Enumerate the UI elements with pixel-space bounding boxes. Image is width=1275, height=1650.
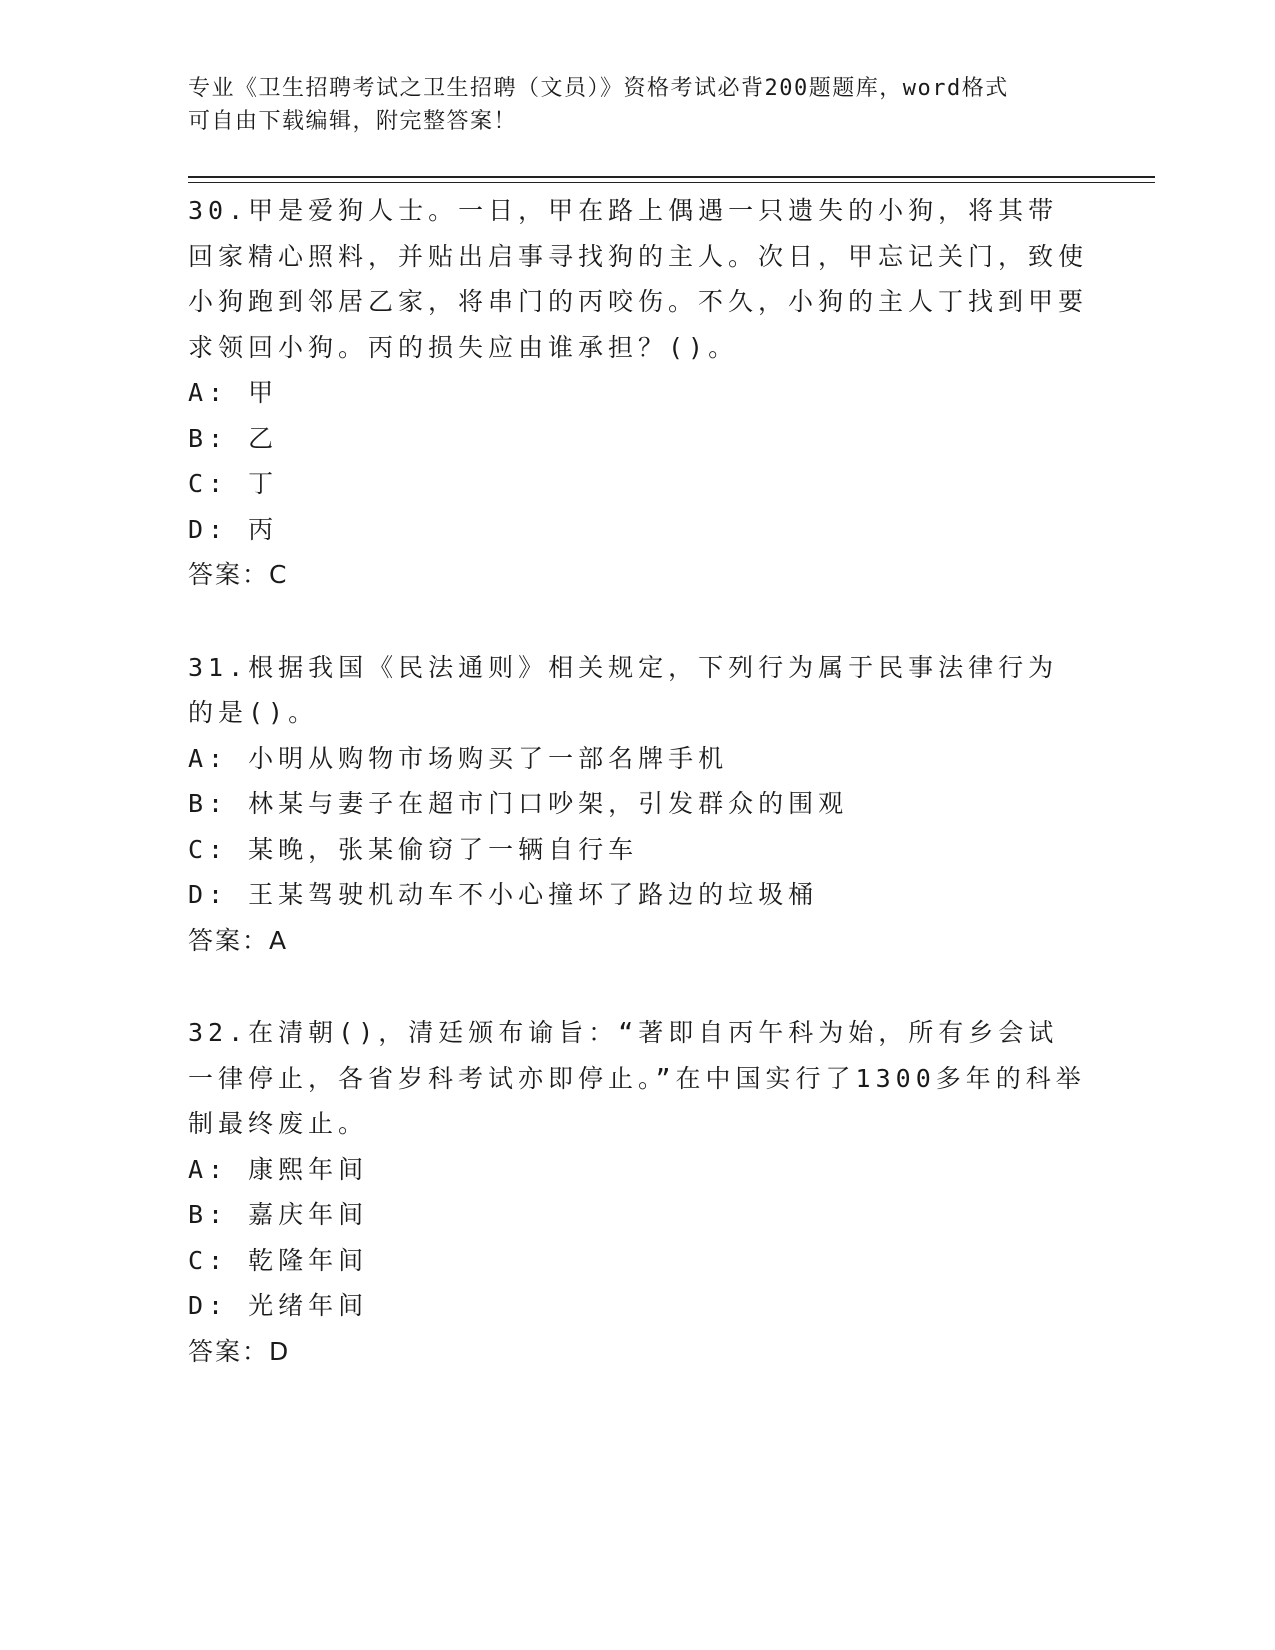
answer-label: 答案：C: [188, 560, 289, 589]
answer-label: 答案：A: [188, 925, 289, 955]
option-key: A:: [188, 1154, 229, 1184]
option-d: [188, 872, 1088, 918]
question-stem: 30.甲是爱狗人士。一日，甲在路上偶遇一只遗失的小狗，将其带回家精心照料，并贴出启事寻找狗的主人。次日，甲忘记关门，致使小狗跑到邻居乙家，将串门的丙咬伤。不久，小狗的主人丁找到甲要求领回小狗。丙的损失应由谁承担？()。: [188, 196, 1089, 362]
option-c: [188, 1238, 1088, 1284]
question-list: [188, 188, 1088, 1421]
option-key: B:: [188, 423, 229, 453]
header-divider-thin: [188, 182, 1155, 183]
option-c: [188, 827, 1088, 873]
option-d: [188, 1283, 1088, 1329]
question-stem: 32.在清朝()，清廷颁布谕旨：“著即自丙午科为始，所有乡会试一律停止，各省岁科考试亦即停止。”在中国实行了1300多年的科举制最终废止。: [188, 1018, 1086, 1138]
header-line-2: 可自由下载编辑，附完整答案！: [188, 109, 518, 134]
option-key: D:: [188, 1291, 229, 1320]
option-key: B:: [188, 789, 229, 818]
option-text: 乙: [248, 423, 279, 453]
option-text: 甲: [248, 378, 279, 407]
option-key: C:: [188, 469, 229, 498]
option-text: 康熙年间: [248, 1154, 369, 1184]
option-a: [188, 370, 1088, 416]
question-stem: 31.根据我国《民法通则》相关规定，下列行为属于民事法律行为的是()。: [188, 652, 1059, 727]
option-key: A:: [188, 743, 229, 773]
option-key: C:: [188, 1245, 229, 1275]
option-text: 王某驾驶机动车不小心撞坏了路边的垃圾桶: [248, 880, 819, 909]
option-b: [188, 781, 1088, 827]
option-text: 乾隆年间: [248, 1245, 369, 1275]
document-header: [188, 72, 1068, 138]
header-divider-thick: [188, 176, 1155, 178]
option-text: 光绪年间: [248, 1291, 369, 1320]
option-key: C:: [188, 834, 229, 864]
option-a: [188, 736, 1088, 782]
option-key: B:: [188, 1200, 229, 1229]
option-text: 嘉庆年间: [248, 1200, 369, 1229]
option-text: 丁: [248, 469, 279, 498]
question-32: [188, 1010, 1088, 1374]
option-text: 小明从购物市场购买了一部名牌手机: [248, 743, 729, 773]
option-b: [188, 1192, 1088, 1238]
option-text: 丙: [248, 514, 279, 544]
option-text: 某晚，张某偷窃了一辆自行车: [248, 834, 639, 864]
option-text: 林某与妻子在超市门口吵架，引发群众的围观: [248, 789, 849, 818]
question-30: [188, 188, 1088, 598]
option-b: [188, 416, 1088, 462]
option-key: D:: [188, 514, 229, 544]
option-key: D:: [188, 880, 229, 909]
answer-label: 答案：D: [188, 1336, 291, 1366]
header-line-1: 专业《卫生招聘考试之卫生招聘（文员）》资格考试必背200题题库，word格式: [188, 76, 1009, 101]
option-key: A:: [188, 378, 229, 407]
option-d: [188, 507, 1088, 553]
option-a: [188, 1147, 1088, 1193]
option-c: [188, 461, 1088, 507]
question-31: [188, 645, 1088, 964]
